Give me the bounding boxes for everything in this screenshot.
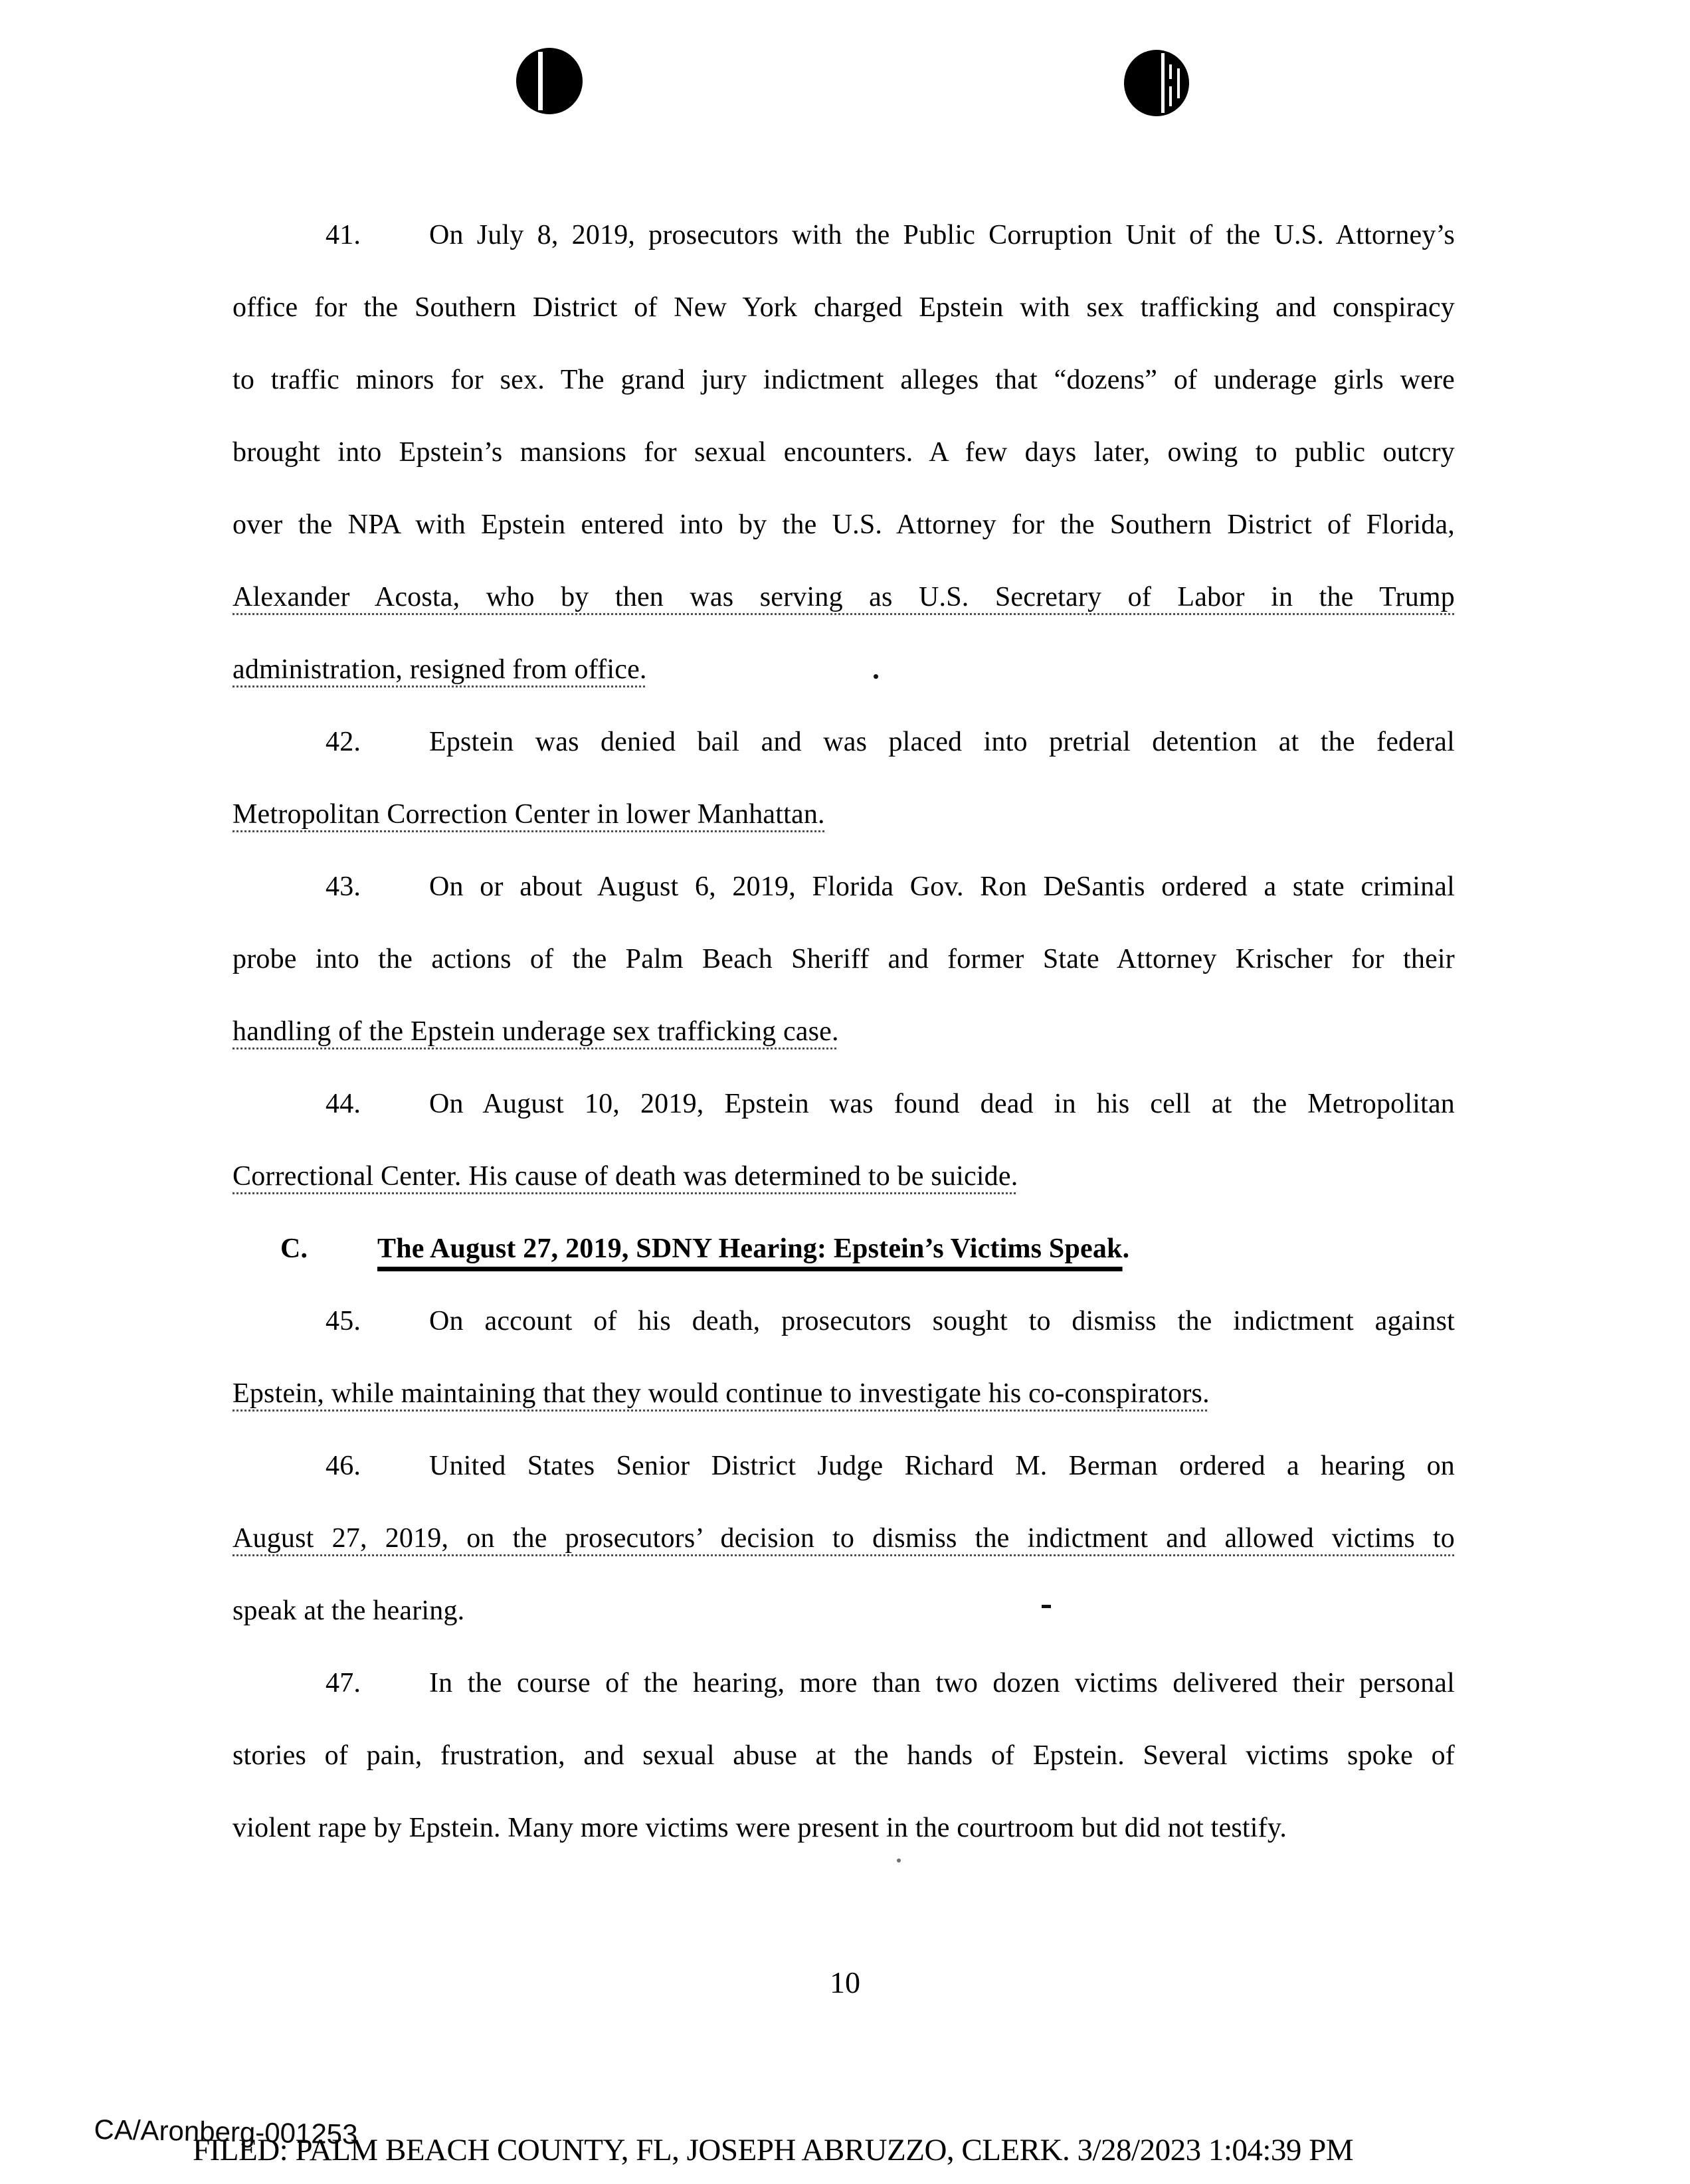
para-47-line-3: violent rape by Epstein. Many more victims were present in the courtroom but did not testify. xyxy=(233,1813,1287,1843)
para-46-text: United States Senior District Judge Richard M. Berman ordered a hearing on xyxy=(429,1451,1455,1481)
para-41-line-3: to traffic minors for sex. The grand jury indictment alleges that “dozens” of underage girls were xyxy=(233,365,1455,395)
section-heading-letter: C. xyxy=(280,1233,308,1264)
para-44-text: On August 10, 2019, Epstein was found dead in his cell at the Metropolitan xyxy=(429,1089,1455,1119)
para-42-text: Epstein was denied bail and was placed into pretrial detention at the federal xyxy=(429,727,1455,757)
para-45-text: On account of his death, prosecutors sought to dismiss the indictment against xyxy=(429,1306,1455,1336)
para-42-number: 42. xyxy=(326,727,361,757)
section-heading xyxy=(233,1213,1455,1285)
para-47-number: 47. xyxy=(326,1668,361,1698)
para-45-line-2: Epstein, while maintaining that they would continue to investigate his co-conspirators. xyxy=(233,1378,1210,1409)
para-41-line-7: administration, resigned from office. xyxy=(233,654,647,685)
para-42-line-2: Metropolitan Correction Center in lower Manhattan. xyxy=(233,799,825,830)
scan-speck xyxy=(1042,1605,1051,1608)
para-46-line-3: speak at the hearing. xyxy=(233,1595,465,1626)
punch-highlight xyxy=(1169,64,1172,79)
para-41-number: 41. xyxy=(326,220,361,250)
page-number: 10 xyxy=(830,1965,860,1999)
punch-highlight xyxy=(1177,68,1180,98)
para-41-line-5: over the NPA with Epstein entered into by the U.S. Attorney for the Southern District of Florida, xyxy=(233,509,1455,540)
para-46-line-1 xyxy=(233,1430,1455,1502)
para-43-number: 43. xyxy=(326,871,361,902)
punch-highlight xyxy=(538,52,543,110)
para-42-line-1 xyxy=(233,706,1455,778)
hole-punch-right xyxy=(1124,50,1189,116)
para-46-number: 46. xyxy=(326,1451,361,1481)
para-43-text: On or about August 6, 2019, Florida Gov. Ron DeSantis ordered a state criminal xyxy=(429,871,1455,902)
para-41-line-6: Alexander Acosta, who by then was serving as U.S. Secretary of Labor in the Trump xyxy=(233,582,1455,612)
bates-stamp: CA/Aronberg-001253 xyxy=(94,2114,358,2150)
para-45-number: 45. xyxy=(326,1306,361,1336)
section-heading-title: The August 27, 2019, SDNY Hearing: Epstein’s Victims Speak xyxy=(377,1233,1123,1264)
para-43-line-1 xyxy=(233,851,1455,923)
para-41-line-1 xyxy=(233,199,1455,272)
para-41-line-4: brought into Epstein’s mansions for sexual encounters. A few days later, owing to public outcry xyxy=(233,437,1455,468)
scan-speck xyxy=(897,1859,901,1863)
filing-stamp: FILED: PALM BEACH COUNTY, FL, JOSEPH ABRUZZO, CLERK. 3/28/2023 1:04:39 PM xyxy=(193,2133,1354,2167)
section-heading-period: . xyxy=(1122,1233,1130,1264)
para-41-line-2: office for the Southern District of New York charged Epstein with sex trafficking and conspiracy xyxy=(233,292,1455,323)
para-46-line-2: August 27, 2019, on the prosecutors’ decision to dismiss the indictment and allowed victims to xyxy=(233,1523,1455,1554)
para-43-line-2: probe into the actions of the Palm Beach Sheriff and former State Attorney Krischer for their xyxy=(233,944,1455,974)
scan-speck xyxy=(874,674,878,679)
para-41-text: On July 8, 2019, prosecutors with the Public Corruption Unit of the U.S. Attorney’s xyxy=(429,220,1455,250)
para-47-text: In the course of the hearing, more than two dozen victims delivered their personal xyxy=(429,1668,1455,1698)
para-45-line-1 xyxy=(233,1285,1455,1358)
body-text xyxy=(233,199,1455,1865)
punch-highlight xyxy=(1169,86,1172,106)
punch-highlight xyxy=(1161,53,1165,113)
para-43-line-3: handling of the Epstein underage sex trafficking case. xyxy=(233,1016,839,1047)
para-44-number: 44. xyxy=(326,1089,361,1119)
para-44-line-2: Correctional Center. His cause of death was determined to be suicide. xyxy=(233,1161,1018,1192)
para-47-line-1 xyxy=(233,1647,1455,1720)
hole-punch-left xyxy=(516,48,583,114)
para-44-line-1 xyxy=(233,1068,1455,1140)
para-47-line-2: stories of pain, frustration, and sexual abuse at the hands of Epstein. Several victims spoke of xyxy=(233,1740,1455,1771)
